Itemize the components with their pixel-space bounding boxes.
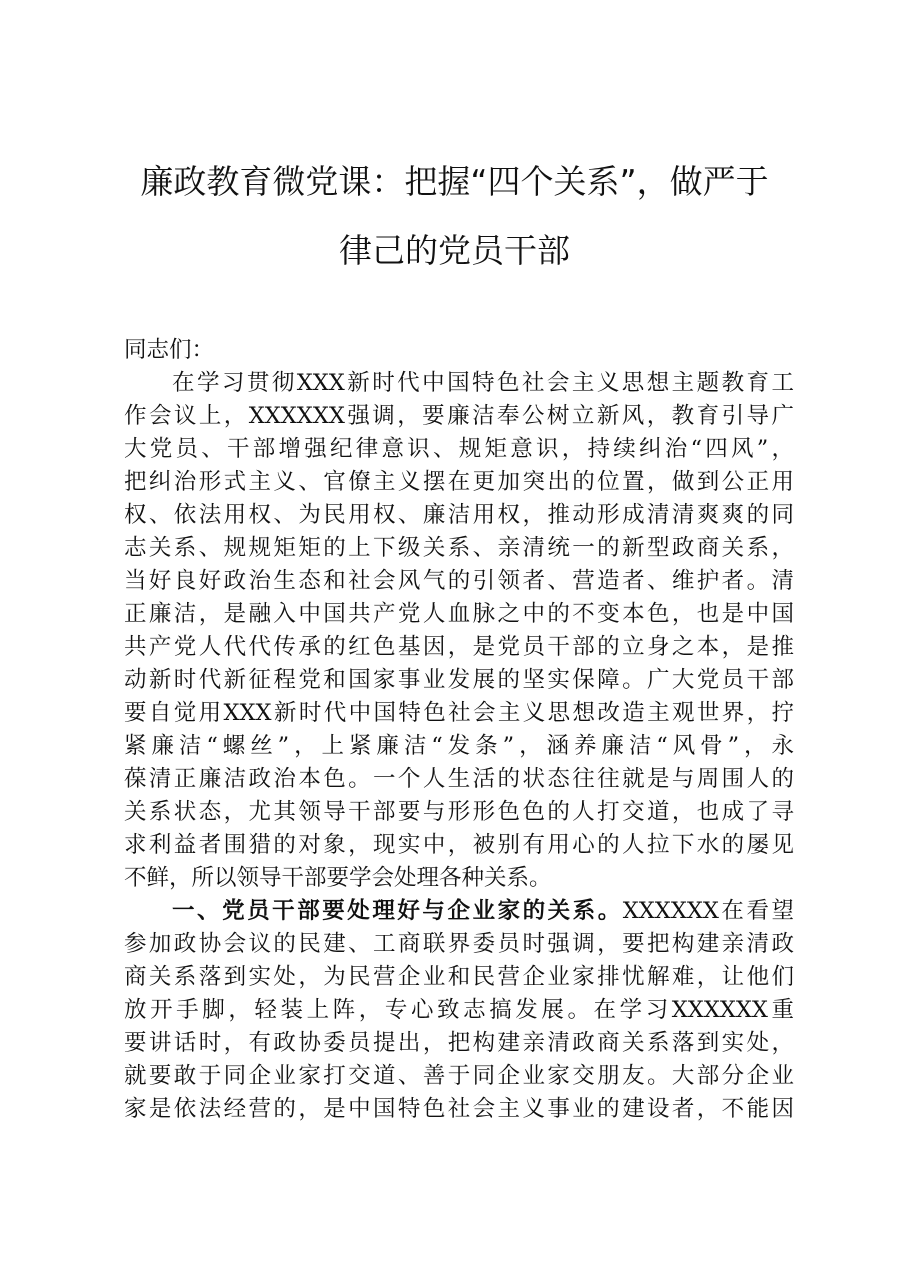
paragraph-line: 权、依法用权、为民用权、廉洁用权，推动形成清清爽爽的同: [124, 502, 794, 528]
paragraph-line: 作会议上，XXXXXX强调，要廉洁奉公树立新风，教育引导广: [124, 403, 794, 429]
paragraph-line: 共产党人代代传承的红色基因，是党员干部的立身之本，是推: [124, 634, 794, 660]
paragraph-line: 家是依法经营的，是中国特色社会主义事业的建设者，不能因: [124, 1096, 794, 1122]
paragraph-first-line: [172, 895, 794, 928]
paragraph-text: XXXXXX在看望: [622, 898, 794, 924]
section-heading: 一、党员干部要处理好与企业家的关系。: [172, 898, 623, 924]
paragraph-line: 要自觉用XXX新时代中国特色社会主义思想改造主观世界，拧: [124, 700, 794, 726]
document-title-line-1: 廉政教育微党课：把握“四个关系”，做严于: [140, 162, 769, 201]
paragraph-line: 正廉洁，是融入中国共产党人血脉之中的不变本色，也是中国: [124, 601, 794, 627]
paragraph-line: 商关系落到实处，为民营企业和民营企业家排忧解难，让他们: [124, 964, 794, 990]
paragraph-line: 求利益者围猎的对象，现实中，被别有用心的人拉下水的屡见: [124, 832, 794, 858]
paragraph-line: 放开手脚，轻装上阵，专心致志搞发展。在学习XXXXXX重: [124, 997, 794, 1023]
paragraph-line: 动新时代新征程党和国家事业发展的坚实保障。广大党员干部: [124, 667, 794, 693]
paragraph-line: 把纠治形式主义、官僚主义摆在更加突出的位置，做到公正用: [124, 469, 794, 495]
paragraph-line: 就要敢于同企业家打交道、善于同企业家交朋友。大部分企业: [124, 1063, 794, 1089]
paragraph-line: 当好良好政治生态和社会风气的引领者、营造者、维护者。清: [124, 568, 794, 594]
paragraph-line: 关系状态，尤其领导干部要与形形色色的人打交道，也成了寻: [124, 799, 794, 825]
salutation: 同志们：: [124, 337, 215, 363]
paragraph-line: 志关系、规规矩矩的上下级关系、亲清统一的新型政商关系，: [124, 535, 794, 561]
paragraph-line: 葆清正廉洁政治本色。一个人生活的状态往往就是与周围人的: [124, 766, 794, 792]
document-title-line-2: 律己的党员干部: [339, 231, 570, 270]
paragraph-line: 在学习贯彻XXX新时代中国特色社会主义思想主题教育工: [172, 370, 794, 396]
paragraph-line: 大党员、干部增强纪律意识、规矩意识，持续纠治“四风”，: [124, 436, 794, 462]
paragraph-line: 要讲话时，有政协委员提出，把构建亲清政商关系落到实处，: [124, 1030, 794, 1056]
paragraph-line: 紧廉洁“螺丝”，上紧廉洁“发条”，涵养廉洁“风骨”，永: [124, 733, 794, 759]
paragraph-line: 参加政协会议的民建、工商联界委员时强调，要把构建亲清政: [124, 931, 794, 957]
paragraph-line: 不鲜，所以领导干部要学会处理各种关系。: [124, 865, 552, 891]
